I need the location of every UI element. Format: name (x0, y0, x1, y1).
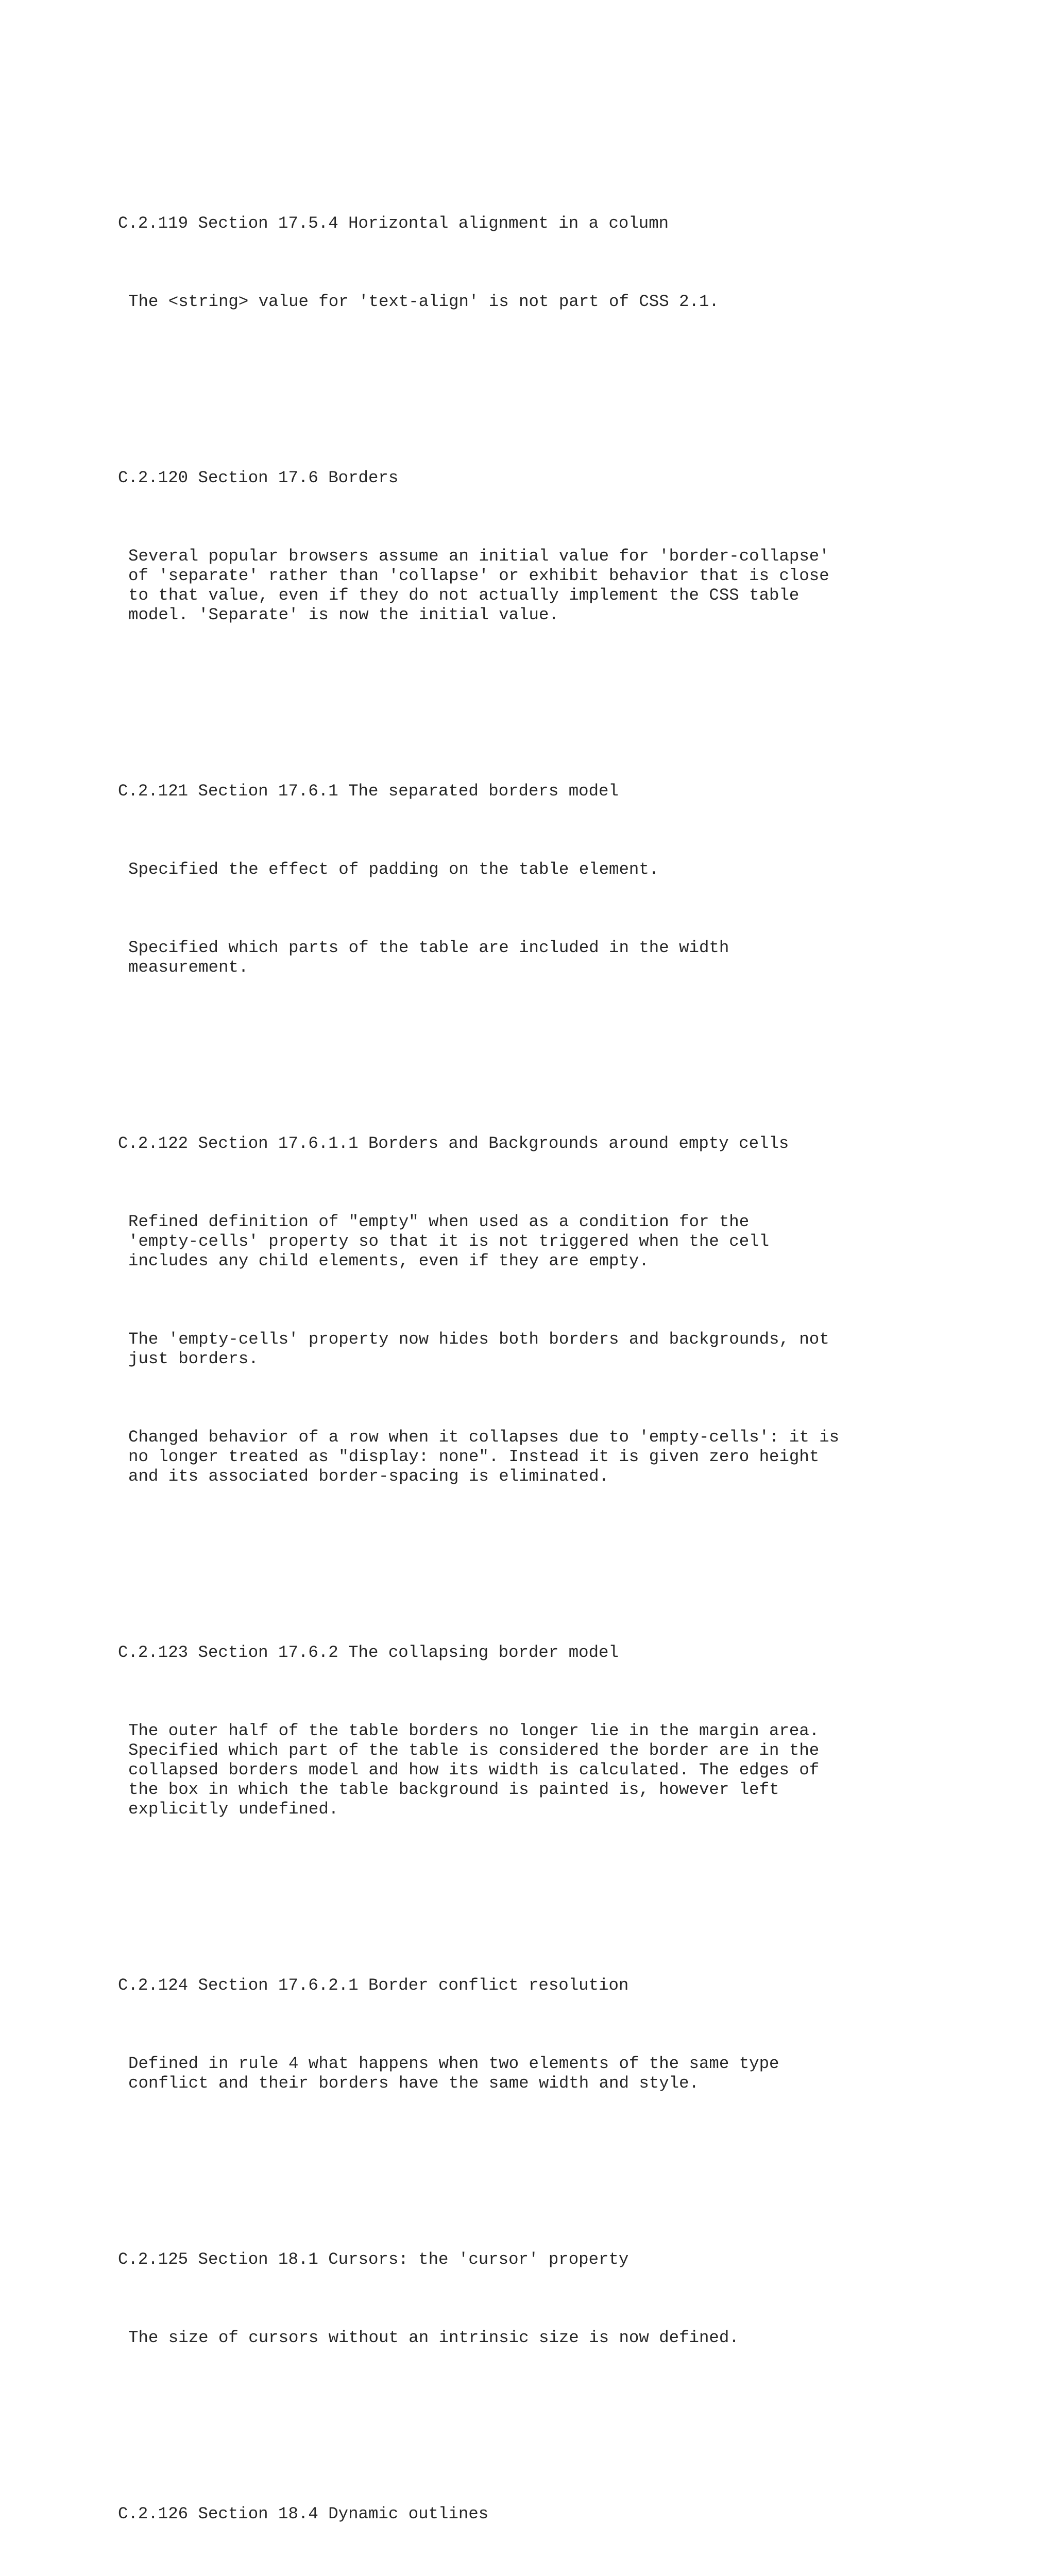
section-paragraph: The 'empty-cells' property now hides both borders and backgrounds, not just borders. (128, 1330, 829, 1368)
section-heading: C.2.119 Section 17.5.4 Horizontal alignment in a column (118, 214, 669, 233)
section-paragraph: Defined in rule 4 what happens when two elements of the same type conflict and their borders have the same width and style. (128, 2054, 779, 2093)
section-paragraph: The outer half of the table borders no longer lie in the margin area. Specified which part of the table is considered the border are in the collapsed borders model and how its width is calculated. The edges of the box in which the table background is painted is, however left explicitly undefined. (128, 1721, 820, 1819)
section-c-2-119 (118, 175, 1025, 370)
section-c-2-124 (118, 1937, 1025, 2152)
section-c-2-126 (118, 2465, 1025, 2576)
section-c-2-123 (118, 1604, 1025, 1878)
section-heading: C.2.122 Section 17.6.1.1 Borders and Backgrounds around empty cells (118, 1134, 789, 1153)
document-body (118, 116, 1025, 2576)
section-paragraph: Specified which parts of the table are included in the width measurement. (128, 938, 729, 977)
section-c-2-125 (118, 2211, 1025, 2406)
section-heading: C.2.125 Section 18.1 Cursors: the 'cursor' property (118, 2250, 629, 2269)
section-c-2-120 (118, 429, 1025, 684)
section-paragraph: Several popular browsers assume an initial value for 'border-collapse' of 'separate' rather than 'collapse' or exhibit behavior that is close to that value, even if they do not actually implement the CSS table model. 'Separate' is now the initial value. (128, 547, 829, 624)
section-paragraph: Refined definition of "empty" when used as a condition for the 'empty-cells' property so that it is not triggered when the cell includes any child elements, even if they are empty. (128, 1212, 770, 1270)
section-heading: C.2.123 Section 17.6.2 The collapsing border model (118, 1643, 619, 1662)
section-heading: C.2.121 Section 17.6.1 The separated borders model (118, 782, 619, 801)
section-heading: C.2.126 Section 18.4 Dynamic outlines (118, 2504, 489, 2523)
section-c-2-122 (118, 1095, 1025, 1545)
section-paragraph: The <string> value for 'text-align' is not part of CSS 2.1. (128, 292, 719, 311)
section-heading: C.2.120 Section 17.6 Borders (118, 468, 399, 487)
section-heading: C.2.124 Section 17.6.2.1 Border conflict resolution (118, 1976, 629, 1995)
section-paragraph: Specified the effect of padding on the table element. (128, 860, 659, 879)
section-paragraph: Changed behavior of a row when it collapses due to 'empty-cells': it is no longer treated as "display: none". Instead it is given zero height and its associated border-spacing is eliminated. (128, 1428, 840, 1486)
section-paragraph: The size of cursors without an intrinsic size is now defined. (128, 2328, 739, 2347)
section-c-2-121 (118, 742, 1025, 1036)
